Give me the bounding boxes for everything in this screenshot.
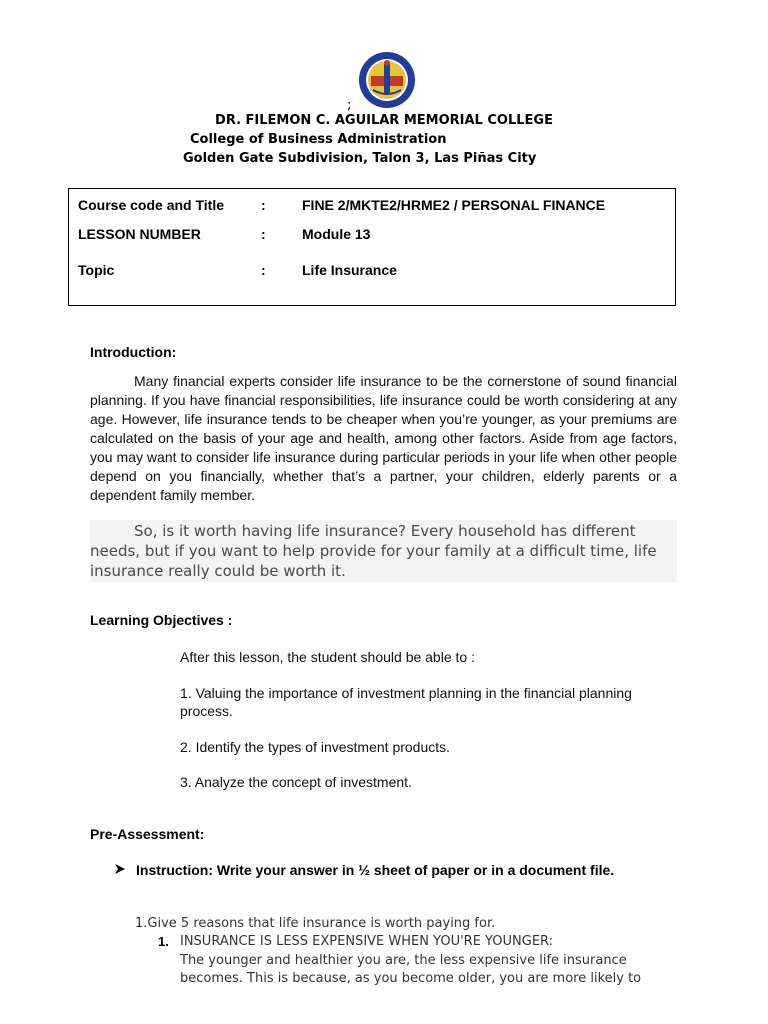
quote-paragraph: So, is it worth having life insurance? Every household has different needs, but if you want to help provide for your family at a difficult time, life insurance really could be worth it. (90, 522, 657, 580)
course-info-label: LESSON NUMBER (78, 226, 201, 242)
answer-number: 1. (158, 934, 169, 949)
course-info-colon: : (261, 262, 266, 278)
course-info-label: Course code and Title (78, 197, 224, 213)
college-seal-icon (357, 50, 417, 110)
learning-objective-item: 1. Valuing the importance of investment planning in the financial planning process. (180, 685, 632, 719)
answer-body: The younger and healthier you are, the less expensive life insurance becomes. This is because, as you become older, you are more likely to (180, 953, 642, 986)
college-address: Golden Gate Subdivision, Talon 3, Las Piñas City (183, 151, 537, 166)
course-info-label: Topic (78, 262, 115, 278)
course-info-value: Life Insurance (302, 262, 397, 278)
college-name: DR. FILEMON C. AGUILAR MEMORIAL COLLEGE (215, 113, 553, 128)
learning-objective-item: 2. Identify the types of investment products. (180, 739, 451, 755)
course-info-colon: : (261, 197, 266, 213)
introduction-paragraph: Many financial experts consider life insurance to be the cornerstone of sound financial planning. If you have financial responsibilities, life insurance could be worth considering at any age. However, life insurance tends to be cheaper when you’re younger, as your premiums are calculated on the basis of your age and health, among other factors. Aside from age factors, you may want to consider life insurance during particular periods in your life when other people depend on you financially, whether that’s a partner, your children, elderly parents or a dependent family member. (90, 373, 677, 503)
arrow-bullet-icon (113, 862, 127, 876)
learning-objectives-intro: After this lesson, the student should be able to : (180, 649, 475, 665)
assessment-question: 1.Give 5 reasons that life insurance is worth paying for. (135, 916, 496, 931)
pre-assessment-instruction: Instruction: Write your answer in ½ sheet of paper or in a document file. (136, 862, 615, 878)
course-info-colon: : (261, 226, 266, 242)
course-info-value: Module 13 (302, 226, 371, 242)
course-info-value: FINE 2/MKTE2/HRME2 / PERSONAL FINANCE (302, 197, 606, 213)
pre-assessment-heading: Pre-Assessment: (90, 826, 205, 842)
learning-objective-item: 3. Analyze the concept of investment. (180, 774, 412, 790)
course-info-box (68, 188, 676, 306)
answer-title: INSURANCE IS LESS EXPENSIVE WHEN YOU'RE YOUNGER: (180, 934, 554, 949)
introduction-heading: Introduction: (90, 344, 177, 360)
header-semicolon: ; (347, 98, 352, 113)
learning-objectives-heading: Learning Objectives : (90, 612, 233, 628)
department-name: College of Business Administration (190, 132, 447, 147)
